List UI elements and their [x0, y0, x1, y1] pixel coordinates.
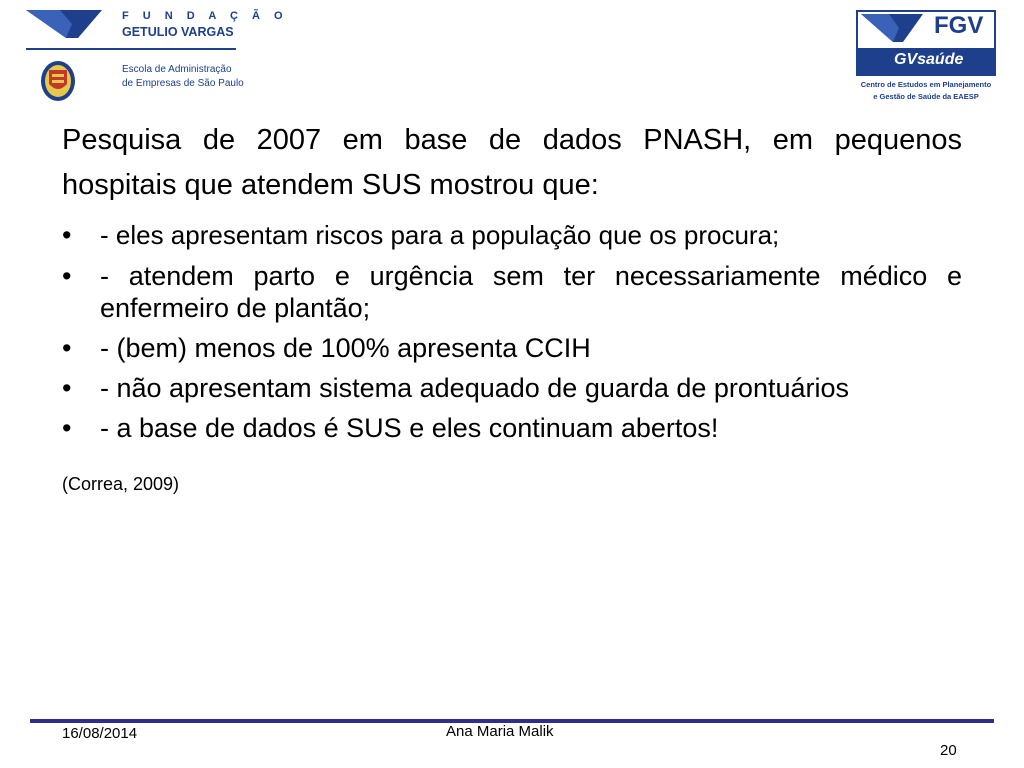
school-name-line2: de Empresas de São Paulo — [122, 78, 244, 89]
fgv-mark-icon — [26, 10, 102, 38]
slide-body — [62, 118, 962, 495]
bullet-icon: • — [62, 333, 72, 363]
gvsaude-logo — [856, 10, 998, 110]
fgv-mark-icon — [861, 14, 923, 42]
bullet-text: - não apresentam sistema adequado de guarda de prontuários — [100, 373, 849, 403]
bullet-item — [62, 412, 962, 444]
school-seal-icon — [40, 60, 76, 102]
slide-title: Pesquisa de 2007 em base de dados PNASH, em pequenos hospitais que atendem SUS mostrou que: — [62, 124, 962, 201]
bullet-icon: • — [62, 373, 72, 403]
foundation-name-line2: GETULIO VARGAS — [122, 25, 234, 39]
school-name-line1: Escola de Administração — [122, 64, 232, 75]
bullet-text: - a base de dados é SUS e eles continuam abertos! — [100, 413, 719, 443]
bullet-item — [62, 260, 962, 324]
footer-author: Ana Maria Malik — [446, 723, 554, 740]
bullet-text: - atendem parto e urgência sem ter necessariamente médico e enfermeiro de plantão; — [100, 261, 962, 323]
bullet-icon: • — [62, 220, 72, 250]
logo-divider — [26, 48, 236, 50]
bullet-icon: • — [62, 261, 72, 291]
foundation-name-line1: F U N D A Ç Ã O — [122, 10, 289, 22]
citation: (Correa, 2009) — [62, 474, 180, 494]
bullet-icon: • — [62, 413, 72, 443]
footer-date: 16/08/2014 — [62, 725, 138, 742]
center-name-line2: e Gestão de Saúde da EAESP — [873, 92, 979, 101]
center-name-line1: Centro de Estudos em Planejamento — [860, 80, 992, 89]
bullet-text: - eles apresentam riscos para a população que os procura; — [100, 220, 780, 250]
bullet-text: - (bem) menos de 100% apresenta CCIH — [100, 333, 591, 363]
gvsaude-wordmark: GVsaúde — [894, 51, 964, 68]
bullet-list — [62, 218, 962, 444]
fgv-eaesp-logo — [26, 8, 289, 104]
page-number: 20 — [940, 742, 957, 759]
bullet-item — [62, 372, 962, 404]
bullet-item — [62, 332, 962, 364]
fgv-wordmark: FGV — [934, 12, 984, 39]
bullet-item — [62, 218, 962, 252]
